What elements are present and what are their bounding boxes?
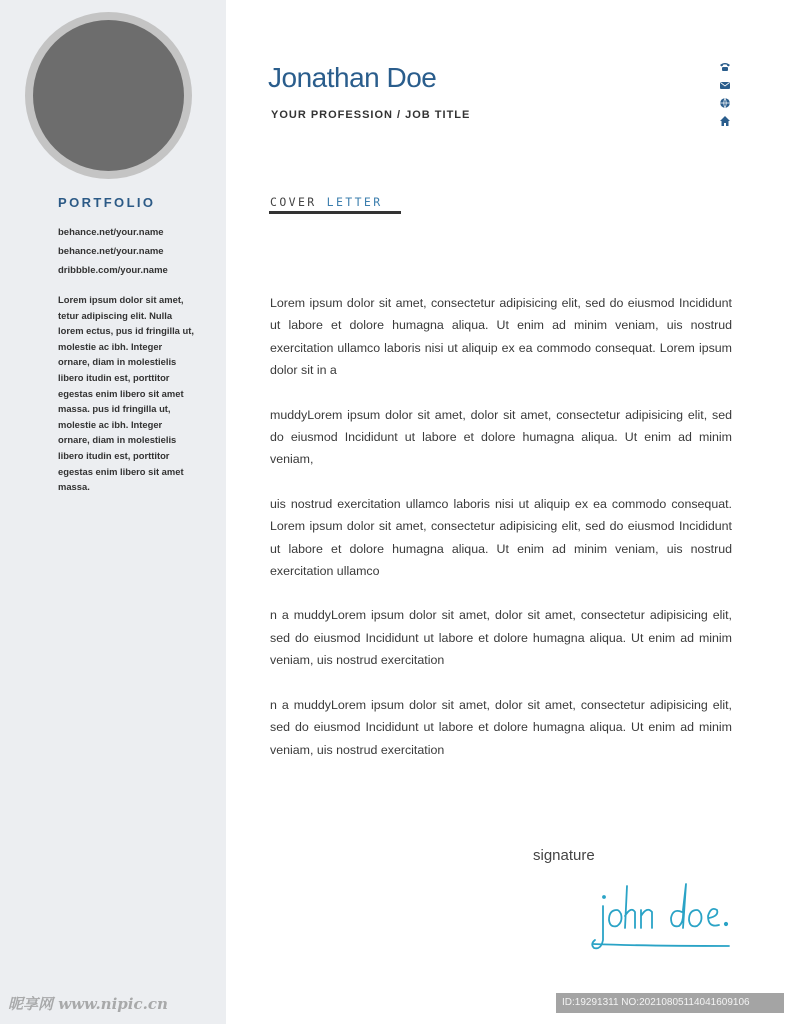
- portfolio-links: [58, 226, 168, 283]
- watermark-left: 昵享网 www.nipic.cn: [8, 995, 168, 1013]
- signature-label: signature: [533, 847, 595, 864]
- letter-paragraph: uis nostrud exercitation ullamco laboris nisi ut aliquip ex ea commodo consequat. Lorem ipsum dolor sit amet, consectetur adipisicing elit, sed do eiusmod Incididunt ut labore et dolore humagna aliqua. Ut enim ad minim veniam, uis nostrud exercitation ullamco: [270, 496, 732, 579]
- handwritten-signature: [583, 870, 735, 956]
- email-icon: [719, 78, 733, 96]
- sidebar: [0, 0, 226, 1024]
- job-title: YOUR PROFESSION / JOB TITLE: [271, 109, 471, 121]
- letter-word: LETTER: [326, 195, 383, 209]
- sidebar-paragraph: Lorem ipsum dolor sit amet, tetur adipiscing elit. Nulla lorem ectus, pus id fringilla ut, molestie ac ibh. Integer ornare, diam in molestielis libero itudin est, porttitor egestas enim libero sit amet massa. pus id fringilla ut, molestie ac ibh. Integer ornare, diam in molestielis libero itudin est, porttitor egestas enim libero sit amet massa.: [58, 294, 194, 493]
- letter-body: [270, 292, 732, 783]
- watermark-id: ID:19291311 NO:20210805114041609106: [556, 993, 784, 1013]
- portfolio-link-dribbble[interactable]: dribbble.com/your.name: [58, 265, 168, 276]
- portfolio-link-behance[interactable]: behance.net/your.name: [58, 246, 164, 257]
- letter-paragraph: muddyLorem ipsum dolor sit amet, dolor sit amet, consectetur adipisicing elit, sed do eiusmod Incididunt ut labore et dolore humagna aliqua. Ut enim ad minim veniam,: [270, 407, 732, 467]
- home-icon: [719, 114, 733, 132]
- title-underline: [269, 211, 401, 214]
- phone-icon: [719, 60, 733, 78]
- letter-paragraph: Lorem ipsum dolor sit amet, consectetur adipisicing elit, sed do eiusmod Incididunt ut labore et dolore humagna aliqua. Ut enim ad minim veniam, uis nostrud exercitation ullamco laboris nisi ut aliquip ex ea commodo consequat. Lorem ipsum dolor sit in a: [270, 296, 732, 378]
- globe-icon: [719, 96, 733, 114]
- profile-photo: [33, 20, 184, 171]
- portfolio-heading: PORTFOLIO: [58, 195, 156, 210]
- applicant-name: Jonathan Doe: [268, 62, 437, 93]
- contact-icons: [719, 60, 733, 132]
- letter-paragraph: n a muddyLorem ipsum dolor sit amet, dolor sit amet, consectetur adipisicing elit, sed do eiusmod Incididunt ut labore et dolore humagna aliqua. Ut enim ad minim veniam, uis nostrud exercitation: [270, 697, 732, 757]
- letter-paragraph: n a muddyLorem ipsum dolor sit amet, dolor sit amet, consectetur adipisicing elit, sed do eiusmod Incididunt ut labore et dolore humagna aliqua. Ut enim ad minim veniam, uis nostrud exercitation: [270, 608, 732, 668]
- cover-word: COVER: [270, 195, 317, 209]
- cover-letter-title: [270, 195, 383, 209]
- portfolio-link-behance[interactable]: behance.net/your.name: [58, 227, 164, 238]
